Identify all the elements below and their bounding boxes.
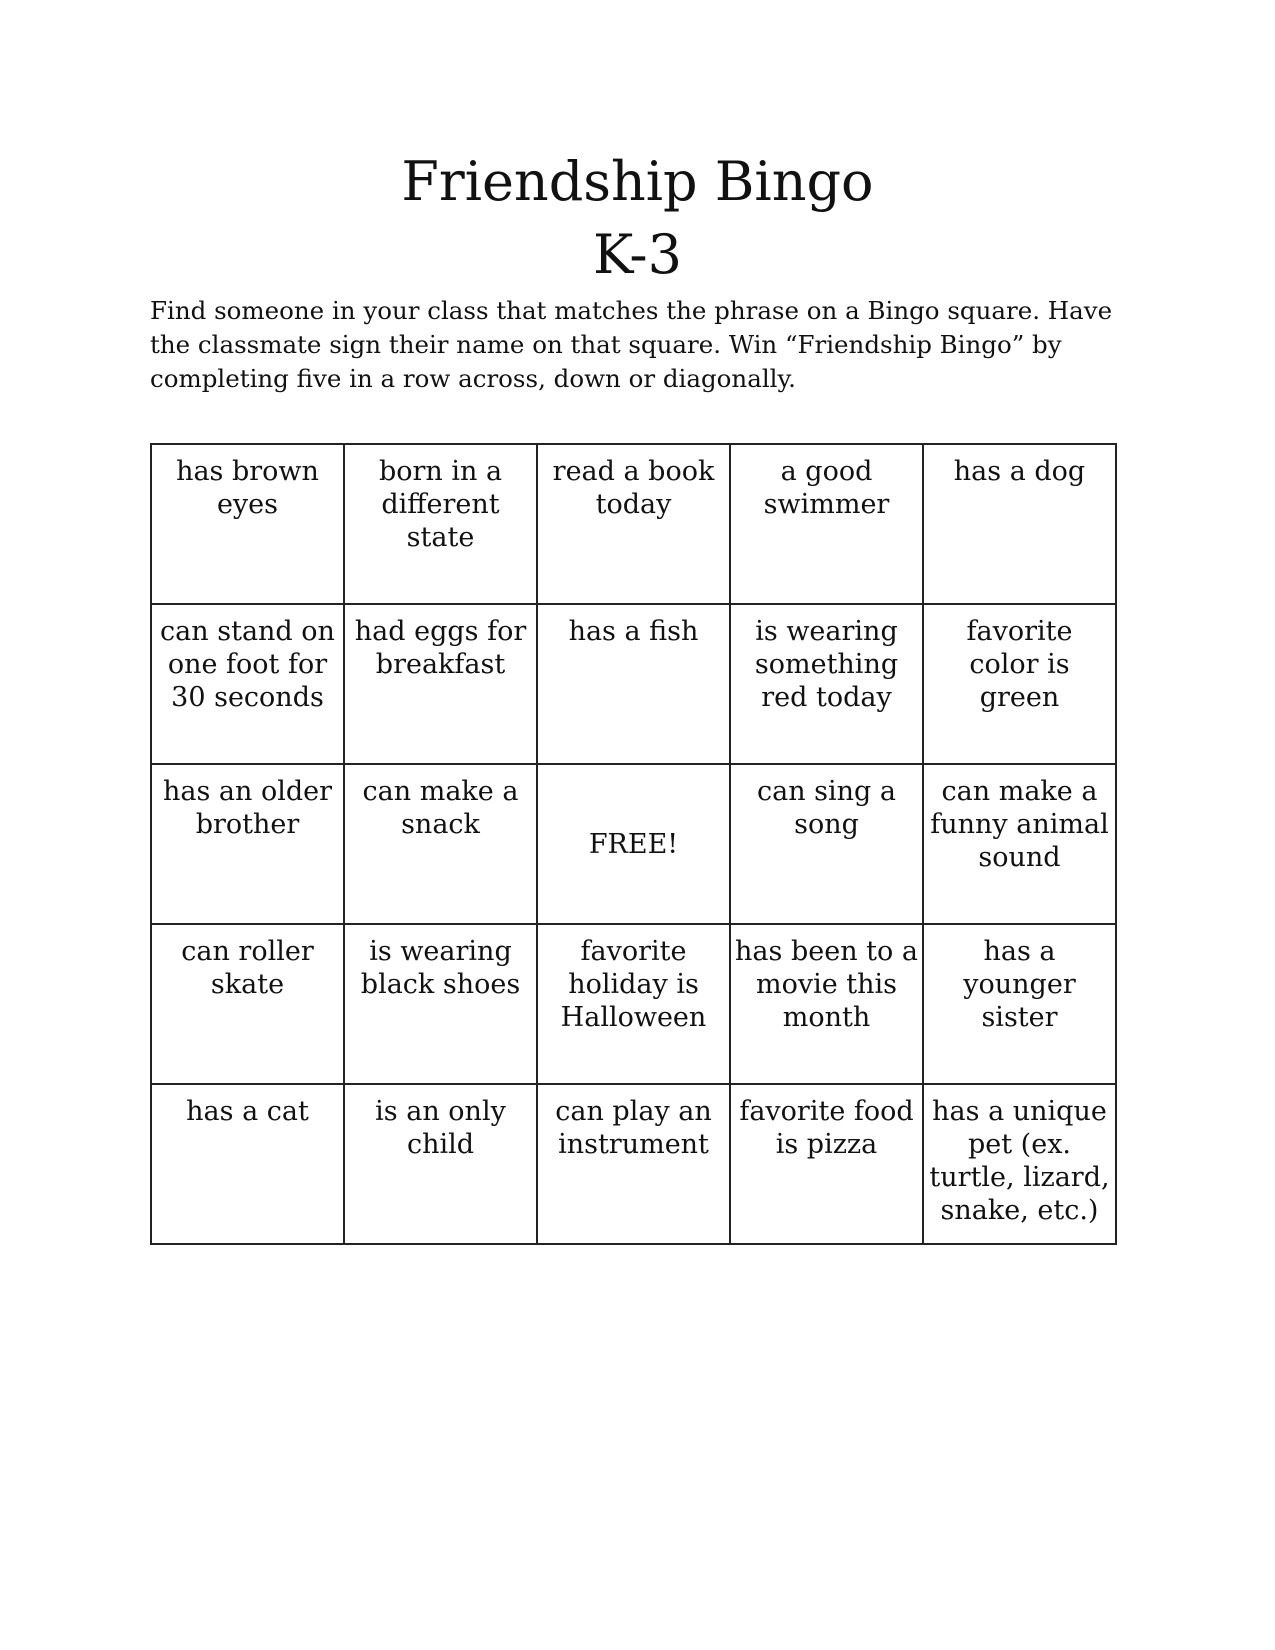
bingo-square[interactable]: favorite holiday is Halloween [537,924,730,1084]
free-square: FREE! [537,764,730,924]
bingo-square[interactable]: has brown eyes [151,444,344,604]
bingo-square[interactable]: favorite color is green [923,604,1116,764]
bingo-square[interactable]: can make a snack [344,764,537,924]
bingo-square[interactable]: can sing a song [730,764,923,924]
bingo-square[interactable]: has a cat [151,1084,344,1244]
bingo-square[interactable]: has a younger sister [923,924,1116,1084]
bingo-grid [150,443,1117,1245]
bingo-square[interactable]: is wearing black shoes [344,924,537,1084]
instructions: Find someone in your class that matches the phrase on a Bingo square. Have the classmate sign their name on that square. Win “Friendship Bingo” by completing five in a row across, down or diagonally. [150,296,1113,393]
bingo-square[interactable]: read a book today [537,444,730,604]
bingo-square[interactable]: can play an instrument [537,1084,730,1244]
bingo-square[interactable]: born in a different state [344,444,537,604]
bingo-square[interactable]: can make a funny animal sound [923,764,1116,924]
bingo-row [151,444,1116,604]
bingo-row [151,604,1116,764]
bingo-row [151,924,1116,1084]
bingo-square[interactable]: has a fish [537,604,730,764]
bingo-row [151,764,1116,924]
bingo-square[interactable]: favorite food is pizza [730,1084,923,1244]
grade-level: K-3 [592,223,682,286]
page-title: Friendship Bingo [401,150,874,213]
bingo-row [151,1084,1116,1244]
bingo-square[interactable]: has an older brother [151,764,344,924]
bingo-square[interactable]: can roller skate [151,924,344,1084]
bingo-square[interactable]: can stand on one foot for 30 seconds [151,604,344,764]
bingo-square[interactable]: has a dog [923,444,1116,604]
bingo-square[interactable]: a good swimmer [730,444,923,604]
bingo-square[interactable]: has a unique pet (ex. turtle, lizard, snake, etc.) [923,1084,1116,1244]
bingo-square[interactable]: is wearing something red today [730,604,923,764]
bingo-square[interactable]: had eggs for breakfast [344,604,537,764]
bingo-square[interactable]: has been to a movie this month [730,924,923,1084]
bingo-square[interactable]: is an only child [344,1084,537,1244]
